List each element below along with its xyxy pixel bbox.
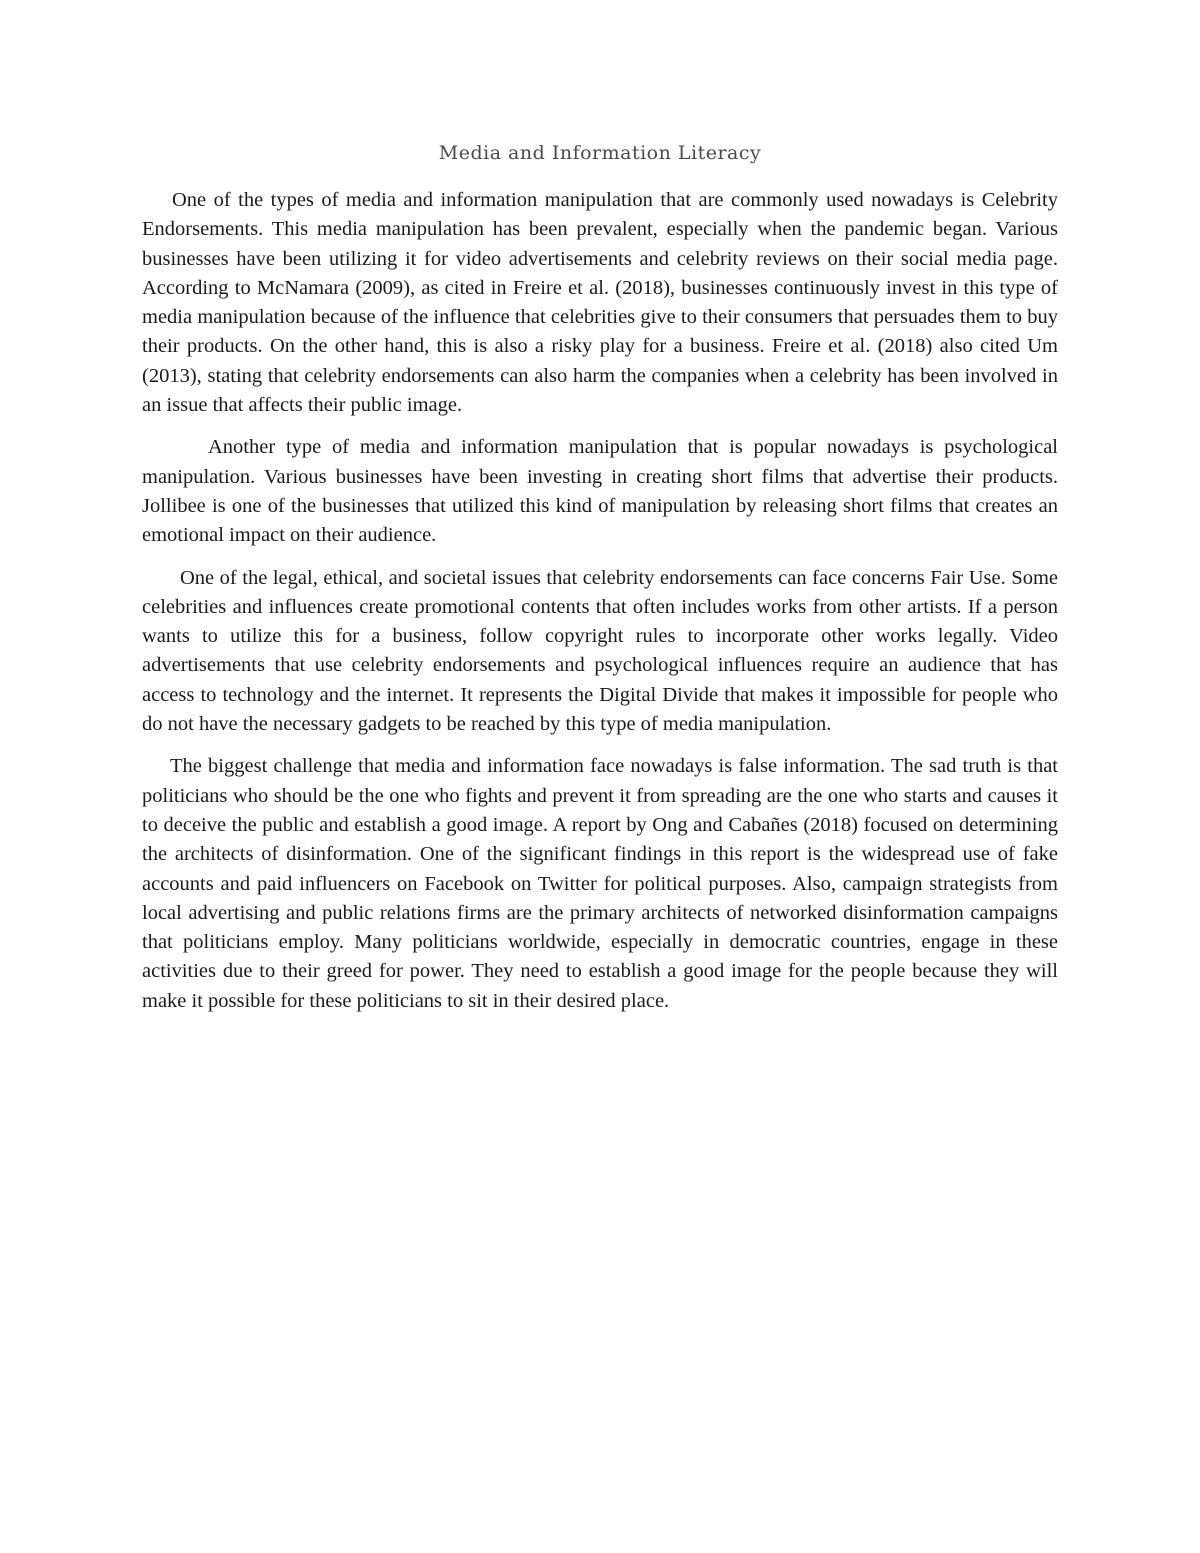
paragraph-celebrity-endorsements: One of the types of media and information manipulation that are commonly used nowadays is Celebrity Endorsements. This media manipulation has been prevalent, especially when the pandemic began. Various businesses have been utilizing it for video advertisements and celebrity reviews on their social media page. According to McNamara (2009), as cited in Freire et al. (2018), businesses continuously invest in this type of media manipulation because of the influence that celebrities give to their consumers that persuades them to buy their products. On the other hand, this is also a risky play for a business. Freire et al. (2018) also cited Um (2013), stating that celebrity endorsements can also harm the companies when a celebrity has been involved in an issue that affects their public image. <box>142 189 1058 417</box>
page-title: Media and Information Literacy <box>438 142 762 164</box>
paragraph-legal-ethical-issues: One of the legal, ethical, and societal issues that celebrity endorsements can face concerns Fair Use. Some celebrities and influences create promotional contents that often includes works from other artists. If a person wants to utilize this for a business, follow copyright rules to incorporate other works legally. Video advertisements that use celebrity endorsements and psychological influences require an audience that has access to technology and the internet. It represents the Digital Divide that makes it impossible for people who do not have the necessary gadgets to be reached by this type of media manipulation. <box>142 566 1058 736</box>
document-body <box>142 186 1058 1029</box>
paragraph-psychological-manipulation: Another type of media and information manipulation that is popular nowadays is psychological manipulation. Various businesses have been investing in creating short films that advertise their products. Jollibee is one of the businesses that utilized this kind of manipulation by releasing short films that creates an emotional impact on their audience. <box>142 436 1058 547</box>
paragraph-false-information: The biggest challenge that media and information face nowadays is false information. The sad truth is that politicians who should be the one who fights and prevent it from spreading are the one who starts and causes it to deceive the public and establish a good image. A report by Ong and Cabañes (2018) focused on determining the architects of disinformation. One of the significant findings in this report is the widespread use of fake accounts and paid influencers on Facebook on Twitter for political purposes. Also, campaign strategists from local advertising and public relations firms are the primary architects of networked disinformation campaigns that politicians employ. Many politicians worldwide, especially in democratic countries, engage in these activities due to their greed for power. They need to establish a good image for the people because they will make it possible for these politicians to sit in their desired place. <box>142 755 1058 1012</box>
